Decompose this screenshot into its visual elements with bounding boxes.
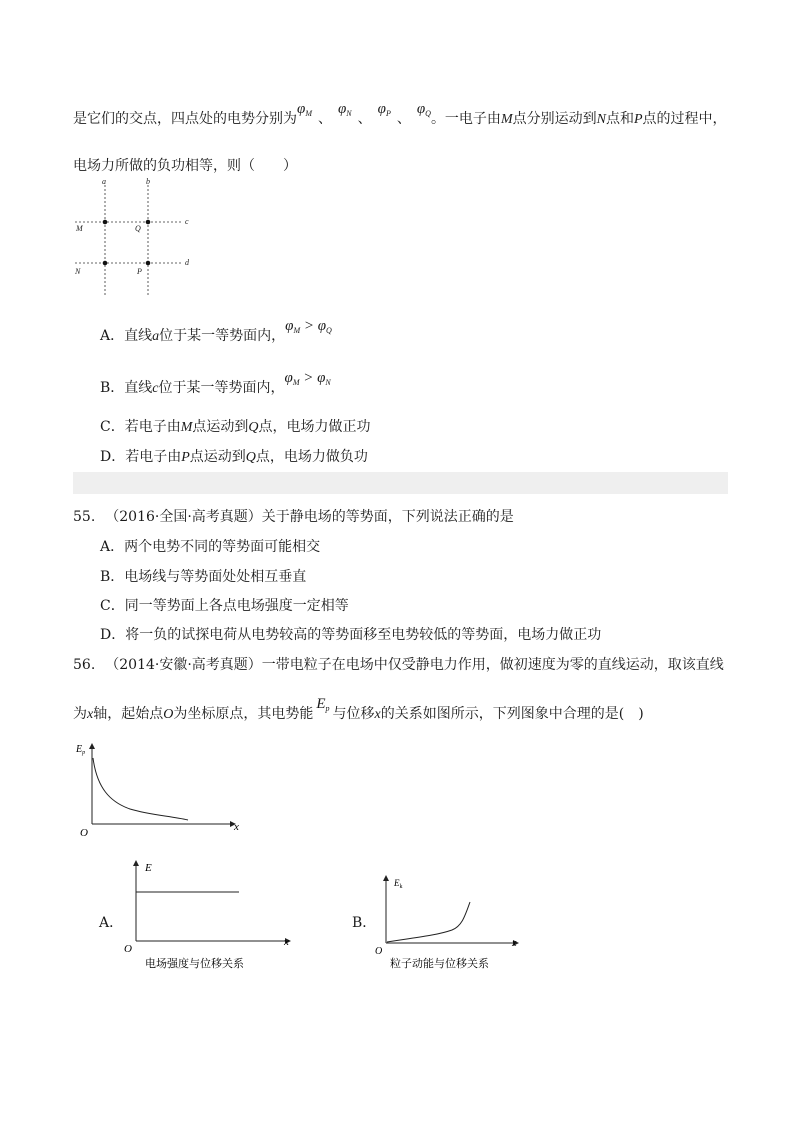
phi-M: $\varphi_M$ xyxy=(297,101,312,118)
text: 点，电场力做正功 xyxy=(258,419,371,435)
phi-Q: $\varphi_Q$ xyxy=(416,101,431,118)
q55-stem xyxy=(73,506,514,526)
q56-stem-line1 xyxy=(73,654,724,674)
var-c: c xyxy=(152,381,159,396)
option-b-graph xyxy=(370,872,530,977)
label-Q: Q xyxy=(135,224,141,233)
text: D．若电子由 xyxy=(100,449,182,465)
x-axis-label: x xyxy=(234,821,239,833)
text: B．直线 xyxy=(100,380,153,396)
origin-label: O xyxy=(80,827,88,838)
ep-decay-curve xyxy=(93,758,188,820)
text: 位于某一等势面内， xyxy=(158,380,285,396)
var: Q xyxy=(245,450,256,465)
q54-option-b xyxy=(100,370,331,397)
label-b: b xyxy=(146,177,150,186)
text: 点运动到 xyxy=(189,449,246,465)
var-P: P xyxy=(633,112,643,127)
caption: 粒子动能与位移关系 xyxy=(390,957,489,970)
origin-label: O xyxy=(375,946,383,957)
text: 的关系如图所示，下列图象中合理的是( ) xyxy=(380,706,644,722)
point-M xyxy=(103,220,108,225)
q54-line2: 电场力所做的负功相等，则（ ） xyxy=(73,158,297,174)
question-text: （2016·全国·高考真题）关于静电场的等势面，下列说法正确的是 xyxy=(105,509,514,525)
var-a: a xyxy=(152,329,160,344)
text: 点分别运动到 xyxy=(512,111,597,127)
q54-line1-pre: 是它们的交点，四点处的电势分别为 xyxy=(73,111,297,127)
point-P xyxy=(146,261,151,266)
formula-a: $\varphi_M > \varphi_Q$ xyxy=(285,318,332,335)
var-x: x xyxy=(374,707,381,722)
origin-label: O xyxy=(124,943,132,955)
ep-x-graph xyxy=(70,738,250,838)
separator: 、 xyxy=(357,111,372,127)
label-N: N xyxy=(75,267,81,276)
text: 。一电子由 xyxy=(430,111,501,127)
q56-stem-line2 xyxy=(73,696,644,723)
text: 位于某一等势面内， xyxy=(159,328,286,344)
point-N xyxy=(103,261,108,266)
x-axis-label: x xyxy=(512,938,517,949)
q55-option-c: C．同一等势面上各点电场强度一定相等 xyxy=(100,598,349,614)
phi-P: $\varphi_P$ xyxy=(377,101,391,118)
formula-b: $\varphi_M > \varphi_N$ xyxy=(284,370,331,387)
text: 与位移 xyxy=(332,706,375,722)
text: 点运动到 xyxy=(192,419,249,435)
question-number: 55. xyxy=(73,509,96,525)
separator: 、 xyxy=(317,111,332,127)
text: 轴，起始点 xyxy=(93,706,164,722)
y-axis-label: E xyxy=(145,862,152,874)
text: 点的过程中， xyxy=(642,111,727,127)
q56-option-b-label: B． xyxy=(352,915,377,931)
q55-option-b: B．电场线与等势面处处相互垂直 xyxy=(100,569,307,585)
phi-N: $\varphi_N$ xyxy=(337,101,352,118)
var: M xyxy=(180,420,193,435)
text: A．直线 xyxy=(100,328,153,344)
var-x: x xyxy=(87,707,94,722)
text: 为坐标原点，其电势能 xyxy=(173,706,314,722)
caption: 电场强度与位移关系 xyxy=(145,957,244,970)
ek-curve xyxy=(387,902,470,942)
question-text: （2014·安徽·高考真题）一带电粒子在电场中仅受静电力作用，做初速度为零的直线运动，取该直线 xyxy=(105,657,724,673)
var-O: O xyxy=(163,707,174,722)
x-axis-label: x xyxy=(284,936,289,948)
q54-line1 xyxy=(73,101,727,128)
q54-option-c xyxy=(100,416,371,436)
label-c: c xyxy=(185,217,189,226)
var-M: M xyxy=(500,112,513,127)
y-axis-label: $E_k$ xyxy=(394,878,403,890)
y-axis-label: $E_p$ xyxy=(76,744,86,756)
equipotential-grid-figure xyxy=(70,175,200,300)
option-a-graph xyxy=(120,855,300,975)
q54-option-a xyxy=(100,318,332,345)
text: C．若电子由 xyxy=(100,419,181,435)
label-M: M xyxy=(76,224,83,233)
answer-separator-bar xyxy=(73,472,728,494)
text: 点和 xyxy=(605,111,634,127)
question-number: 56. xyxy=(73,657,96,673)
text: 点，电场力做负功 xyxy=(255,449,368,465)
label-a: a xyxy=(102,177,106,186)
q54-option-d xyxy=(100,446,368,466)
q56-option-a-label: A． xyxy=(99,915,124,931)
separator: 、 xyxy=(396,111,411,127)
text: 为 xyxy=(73,706,87,722)
var: P xyxy=(181,450,190,465)
q55-option-d: D．将一负的试探电荷从电势较高的等势面移至电势较低的等势面，电场力做正功 xyxy=(100,627,602,643)
q55-option-a: A．两个电势不同的等势面可能相交 xyxy=(100,539,321,555)
var-N: N xyxy=(596,112,606,127)
label-P: P xyxy=(137,267,142,276)
label-d: d xyxy=(185,258,189,267)
symbol-Ep: $E_p$ xyxy=(316,696,330,713)
point-Q xyxy=(146,220,151,225)
var: Q xyxy=(248,420,259,435)
